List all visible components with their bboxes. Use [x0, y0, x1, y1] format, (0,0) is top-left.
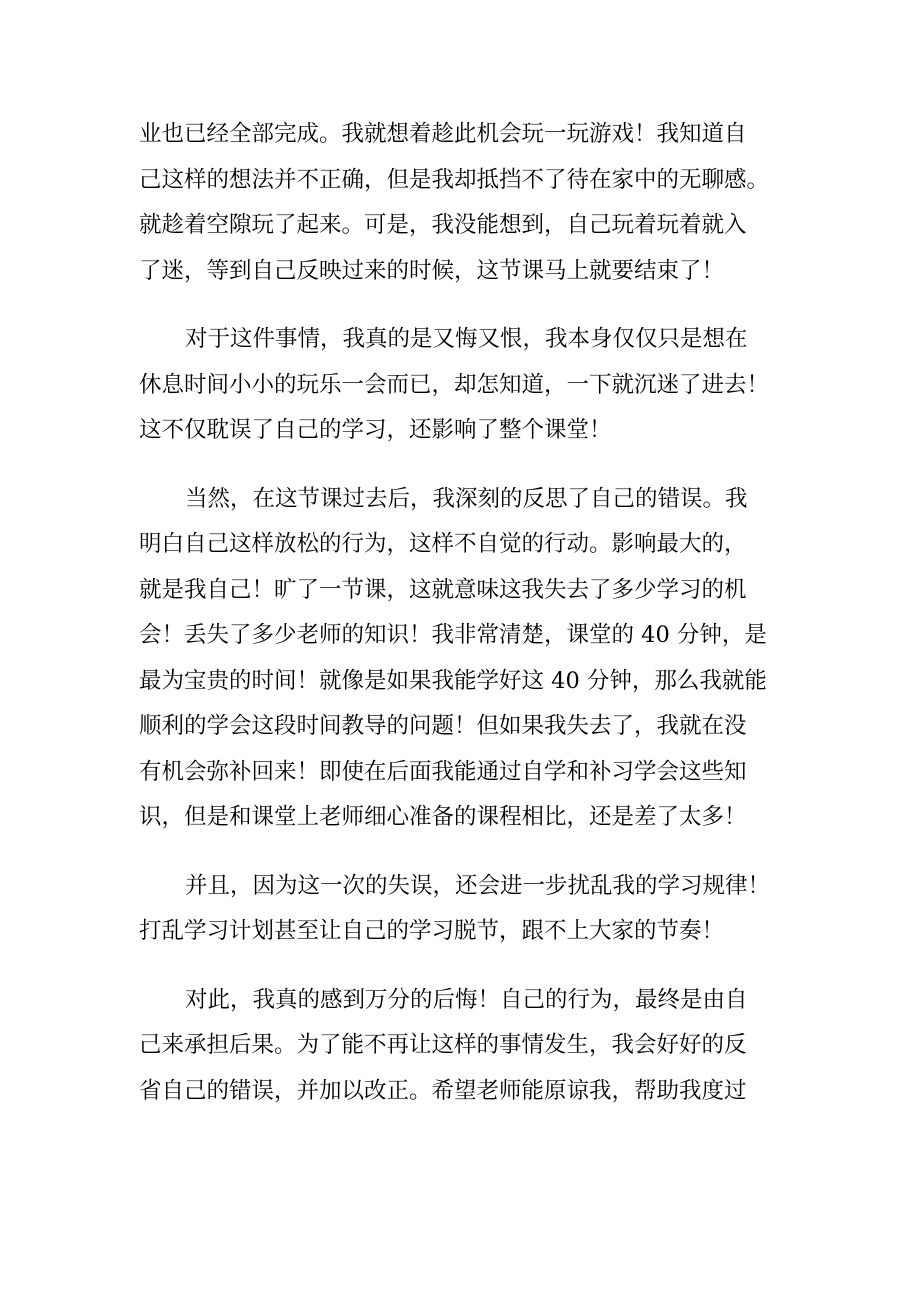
text-line: 己这样的想法并不正确，但是我却抵挡不了待在家中的无聊感。	[139, 166, 770, 193]
paragraph-3	[139, 477, 779, 841]
text-line: 最为宝贵的时间！就像是如果我能学好这 40 分钟，那么我就能	[139, 667, 767, 694]
text-line: 当然，在这节课过去后，我深刻的反思了自己的错误。我	[185, 485, 748, 512]
paragraph-gap	[139, 841, 779, 864]
document-body	[139, 112, 779, 1114]
text-line: 打乱学习计划甚至让自己的学习脱节，跟不上大家的节奏！	[139, 918, 725, 944]
paragraph-gap	[139, 955, 779, 978]
text-line: 有机会弥补回来！即使在后面我能通过自学和补习学会这些知	[139, 758, 747, 785]
paragraph-2	[139, 317, 779, 454]
text-line: 休息时间小小的玩乐一会而已，却怎知道，一下就沉迷了进去！	[139, 371, 770, 398]
text-line: 顺利的学会这段时间教导的问题！但如果我失去了，我就在没	[139, 713, 747, 739]
text-line: 了迷，等到自己反映过来的时候，这节课马上就要结束了！	[139, 257, 725, 284]
text-line: 就是我自己！旷了一节课，这就意味这我失去了多少学习的机	[139, 576, 747, 603]
text-line: 就趁着空隙玩了起来。可是，我没能想到，自己玩着玩着就入	[139, 212, 747, 238]
text-line: 这不仅耽误了自己的学习，还影响了整个课堂！	[139, 417, 612, 443]
paragraph-gap	[139, 454, 779, 477]
text-line: 业也已经全部完成。我就想着趁此机会玩一玩游戏！我知道自	[139, 121, 747, 147]
text-line: 会！丢失了多少老师的知识！我非常清楚，课堂的 40 分钟，是	[139, 622, 767, 648]
text-line: 识，但是和课堂上老师细心准备的课程相比，还是差了太多！	[139, 804, 747, 830]
paragraph-gap	[139, 294, 779, 317]
text-line: 己来承担后果。为了能不再让这样的事情发生，我会好好的反	[139, 1032, 747, 1058]
text-line: 对此，我真的感到万分的后悔！自己的行为，最终是由自	[185, 986, 748, 1013]
text-line: 对于这件事情，我真的是又悔又恨，我本身仅仅只是想在	[185, 326, 748, 352]
text-line: 省自己的错误，并加以改正。希望老师能原谅我，帮助我度过	[139, 1077, 747, 1104]
paragraph-4	[139, 864, 779, 955]
paragraph-5	[139, 978, 779, 1115]
paragraph-1	[139, 112, 779, 294]
text-line: 并且，因为这一次的失误，还会进一步扰乱我的学习规律！	[185, 872, 771, 899]
text-line: 明白自己这样放松的行为，这样不自觉的行动。影响最大的，	[139, 531, 747, 557]
